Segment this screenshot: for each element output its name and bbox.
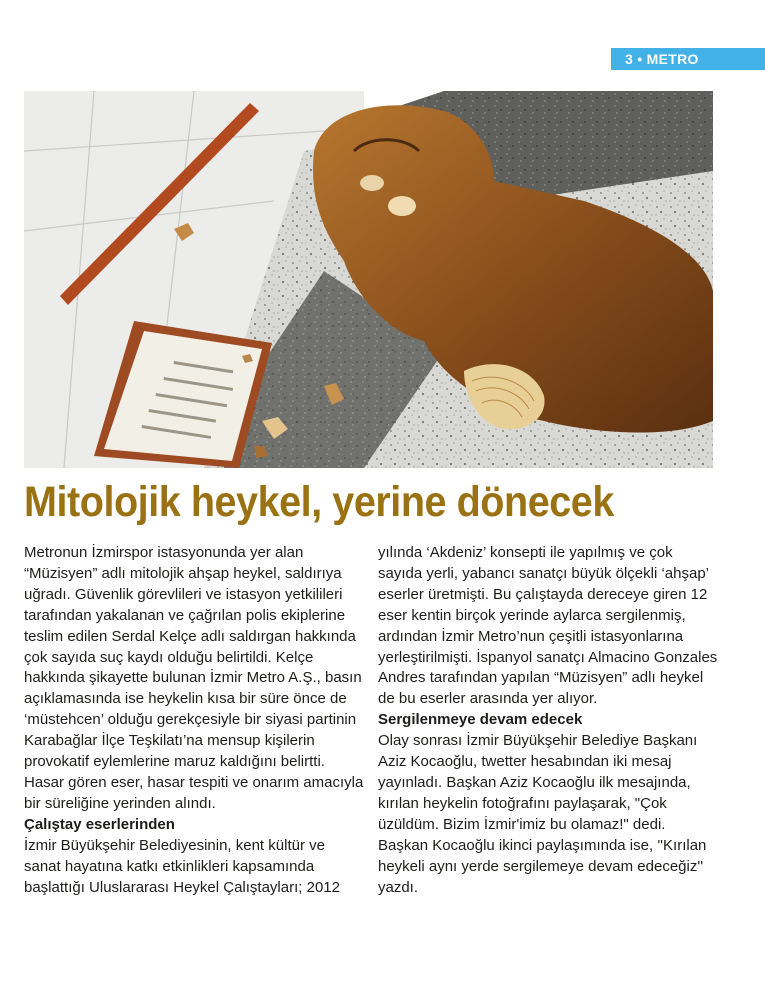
section-tag: 3 • METRO xyxy=(611,48,765,70)
article-column-left xyxy=(24,543,364,898)
subheading: Çalıştay eserlerinden xyxy=(24,815,175,833)
paragraph: Olay sonrası İzmir Büyükşehir Belediye Başkanı Aziz Kocaoğlu, twetter hesabından iki mesaj yayınladı. Başkan Aziz Kocaoğlu ilk mesajında, kırılan heykelin fotoğrafını paylaşarak, "Çok üzüldüm. Bizim İzmir'imiz bu olamaz!" dedi. Başkan Kocaoğlu ikinci paylaşımında ise, ''Kırılan heykeli aynı yerde sergilemeye devam edeceğiz'' yazdı. xyxy=(378,732,707,896)
broken-sculpture-photo-icon xyxy=(24,91,713,468)
subheading: Sergilenmeye devam edecek xyxy=(378,711,583,729)
paragraph: İzmir Büyükşehir Belediyesinin, kent kültür ve sanat hayatına katkı etkinlikleri kapsamında başlattığı Uluslararası Heykel Çalıştayları; 2012 xyxy=(24,836,340,896)
paragraph: Metronun İzmirspor istasyonunda yer alan “Müzisyen” adlı mitolojik ahşap heykel, saldırıya uğradı. Güvenlik görevlileri ve istasyon yetkilileri tarafından yakalanan ve çağrılan polis ekiplerine teslim edilen Serdal Kelçe adlı saldırgan hakkında çok sayıda suç kaydı olduğu belirtildi. Kelçe hakkında şikayette bulunan İzmir Metro A.Ş., basın açıklamasında ise heykelin kısa bir süre önce de ‘müstehcen’ olduğu gerekçesiyle bir siyasi partinin Karabağlar İlçe Teşkilatı’na mensup kişilerin provokatif eylemlerine maruz kaldığını belirtti. Hasar gören eser, hasar tespiti ve onarım amacıyla bir süreliğine yerinden alındı. xyxy=(24,544,364,812)
headline: Mitolojik heykel, yerine dönecek xyxy=(24,478,614,526)
article-column-right xyxy=(378,543,718,898)
sculpture-photo xyxy=(24,91,713,468)
paragraph: yılında ‘Akdeniz’ konsepti ile yapılmış ve çok sayıda yerli, yabancı sanatçı büyük ölçekli ‘ahşap’ eserler üretmişti. Bu çalıştayda dereceye giren 12 eser kentin birçok yerinde aylarca sergilenmiş, ardından İzmir Metro’nun çeşitli istasyonlarına yerleştirilmişti. İspanyol sanatçı Almacino Gonzales Andres tarafından yapılan “Müzisyen” adlı heykel de bu eserler arasında yer alıyor. xyxy=(378,544,718,708)
